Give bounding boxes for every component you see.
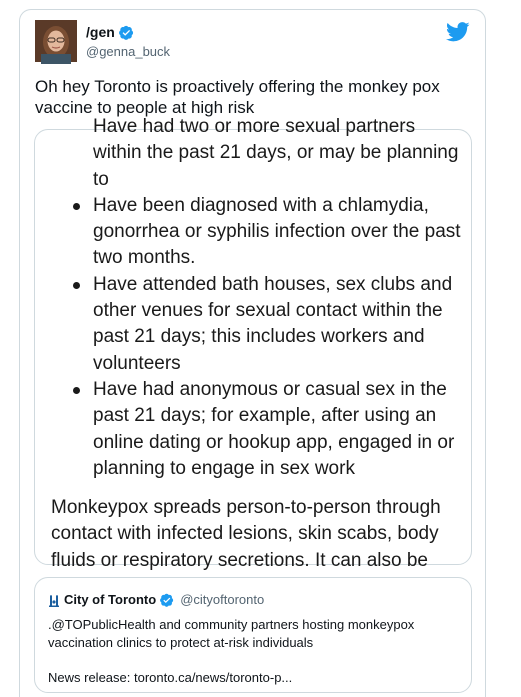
list-item xyxy=(93,377,463,482)
tweet-media-image[interactable] xyxy=(34,116,472,571)
author-name-row[interactable] xyxy=(86,24,134,40)
news-release-line[interactable] xyxy=(48,670,292,685)
list-item-text: Have had two or more sexual partners within the past 21 days, or may be planning to xyxy=(93,116,459,190)
list-item-text: Have been diagnosed with a chlamydia, gonorrhea or syphilis infection over the past two months. xyxy=(93,194,461,269)
avatar[interactable] xyxy=(35,20,77,62)
quoted-tweet-header[interactable] xyxy=(48,592,264,607)
list-item-text: Have had anonymous or casual sex in the past 21 days; for example, after using an online dating or hookup app, engaged in or planning to engage in sex work xyxy=(93,378,455,479)
media-text-content xyxy=(35,114,473,574)
bullet-dot xyxy=(73,282,80,289)
list-item xyxy=(93,193,463,272)
avatar-image xyxy=(35,20,77,62)
quoted-tweet[interactable] xyxy=(34,577,472,693)
media-paragraph: Monkeypox spreads person-to-person through contact with infected lesions, skin scabs, body fluids or respiratory secretions. It can also be xyxy=(51,497,441,571)
city-of-toronto-logo-icon xyxy=(48,593,60,607)
author-display-name[interactable]: /gen xyxy=(86,24,115,40)
bullet-dot xyxy=(73,203,80,210)
bullet-dot xyxy=(73,387,80,394)
quoted-tweet-text: .@TOPublicHealth and community partners hosting monkeypox vaccination clinics to protect at-risk individuals xyxy=(48,617,415,650)
quoted-author-name[interactable]: City of Toronto xyxy=(64,592,157,607)
author-handle[interactable]: @genna_buck xyxy=(86,44,171,59)
twitter-bird-icon[interactable] xyxy=(446,22,470,42)
tweet-card[interactable] xyxy=(19,9,486,697)
list-item-text: Have attended bath houses, sex clubs and other venues for sexual contact within the past 21 days; this includes workers and volunteers xyxy=(93,273,453,374)
tweet-text: Oh hey Toronto is proactively offering the monkey pox vaccine to people at high risk xyxy=(35,77,440,117)
list-item xyxy=(93,114,463,193)
news-release-label: News release: xyxy=(48,670,131,685)
list-item xyxy=(93,272,463,377)
quoted-author-handle[interactable]: @cityoftoronto xyxy=(180,592,265,607)
verified-badge-icon xyxy=(160,593,174,607)
news-release-link[interactable]: toronto.ca/news/toronto-p... xyxy=(134,670,293,685)
verified-badge-icon xyxy=(119,25,134,40)
risk-criteria-list xyxy=(35,114,473,482)
